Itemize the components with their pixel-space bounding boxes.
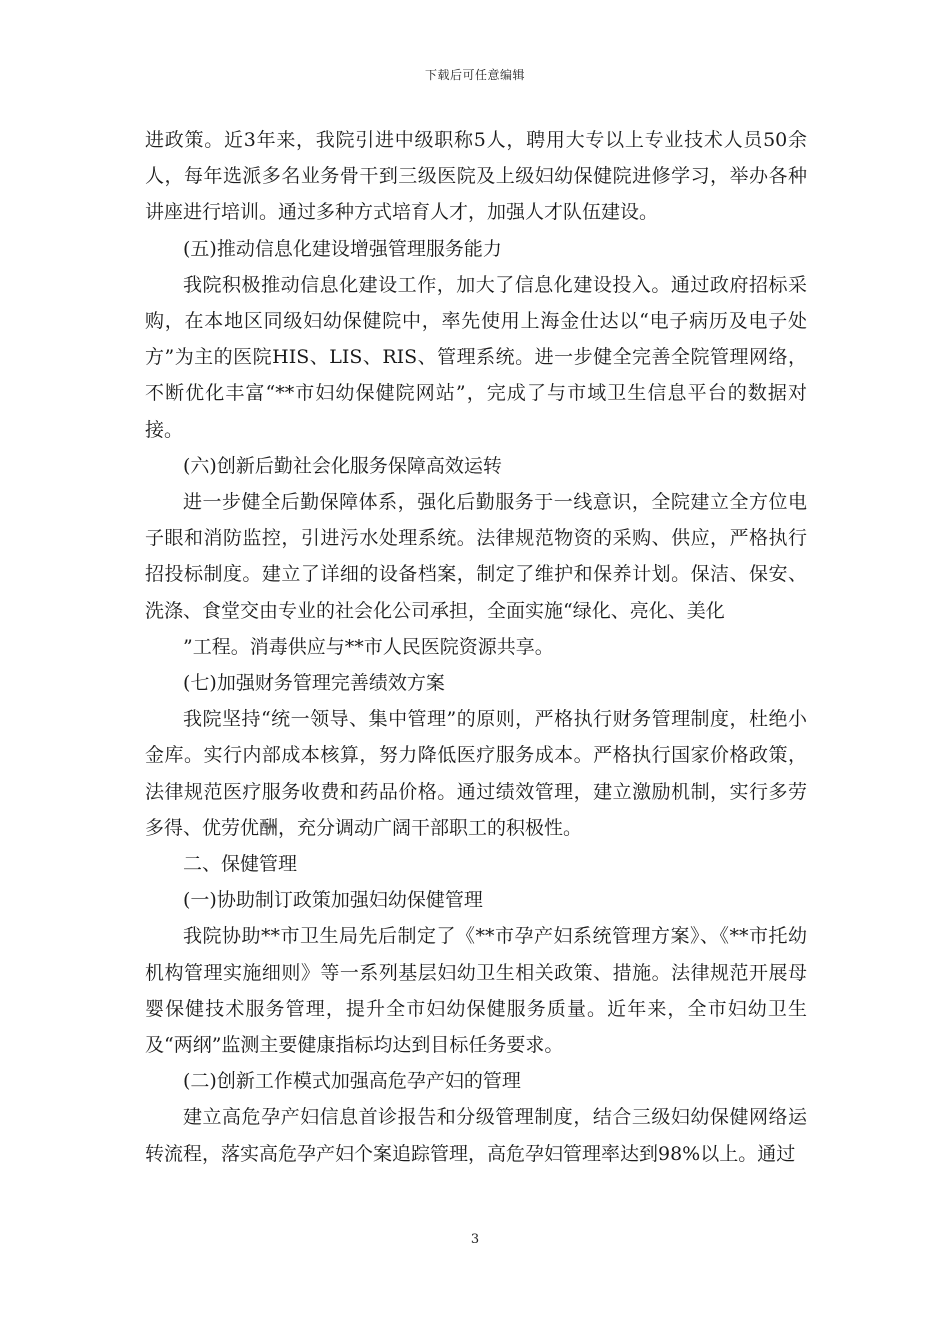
- heading-policy-assist: (一)协助制订政策加强妇幼保健管理: [183, 889, 483, 912]
- heading-informatization: (五)推动信息化建设增强管理服务能力: [183, 237, 502, 260]
- heading-high-risk-management: (二)创新工作模式加强高危孕产妇的管理: [183, 1070, 521, 1093]
- page-header-note: 下载后可任意编辑: [424, 68, 525, 82]
- paragraph-finance: 我院坚持“统一领导、集中管理”的原则，严格执行财务管理制度，杜绝小金库。实行内部成本核算，努力降低医疗服务成本。严格执行国家价格政策，法律规范医疗服务收费和药品价格。通过绩效管理，建立激励机制，实行多劳多得、优劳优酬，充分调动广阔干部职工的积极性。: [145, 708, 807, 839]
- page-number: 3: [470, 1232, 480, 1247]
- heading-healthcare-management: 二、保健管理: [183, 853, 298, 876]
- paragraph-talent-policy: 进政策。近3年来，我院引进中级职称5人，聘用大专以上专业技术人员50余人，每年选派多名业务骨干到三级医院及上级妇幼保健院进修学习，举办各种讲座进行培训。通过多种方式培育人才，加强人才队伍建设。: [145, 129, 807, 224]
- heading-finance: (七)加强财务管理完善绩效方案: [183, 672, 445, 695]
- document-body: [145, 122, 807, 1172]
- paragraph-policy-assist: 我院协助**市卫生局先后制定了《**市孕产妇系统管理方案》、《**市托幼机构管理实施细则》等一系列基层妇幼卫生相关政策、措施。法律规范开展母婴保健技术服务管理，提升全市妇幼保健服务质量。近年来，全市妇幼卫生及“两纲”监测主要健康指标均达到目标任务要求。: [145, 925, 807, 1057]
- paragraph-high-risk-management: 建立高危孕产妇信息首诊报告和分级管理制度，结合三级妇幼保健网络运转流程，落实高危孕产妇个案追踪管理，高危孕妇管理率达到98%以上。通过: [145, 1106, 807, 1165]
- heading-logistics: (六)创新后勤社会化服务保障高效运转: [183, 454, 502, 477]
- paragraph-logistics-continued: ”工程。消毒供应与**市人民医院资源共享。: [183, 635, 554, 658]
- paragraph-logistics: 进一步健全后勤保障体系，强化后勤服务于一线意识，全院建立全方位电子眼和消防监控，引进污水处理系统。法律规范物资的采购、供应，严格执行招投标制度。建立了详细的设备档案，制定了维护和保养计划。保洁、保安、洗涤、食堂交由专业的社会化公司承担，全面实施“绿化、亮化、美化: [145, 491, 807, 622]
- paragraph-informatization: 我院积极推动信息化建设工作，加大了信息化建设投入。通过政府招标采购，在本地区同级妇幼保健院中，率先使用上海金仕达以“电子病历及电子处方”为主的医院HIS、LIS、RIS、管理系统。进一步健全完善全院管理网络，不断优化丰富“**市妇幼保健院网站”，完成了与市域卫生信息平台的数据对接。: [145, 273, 807, 441]
